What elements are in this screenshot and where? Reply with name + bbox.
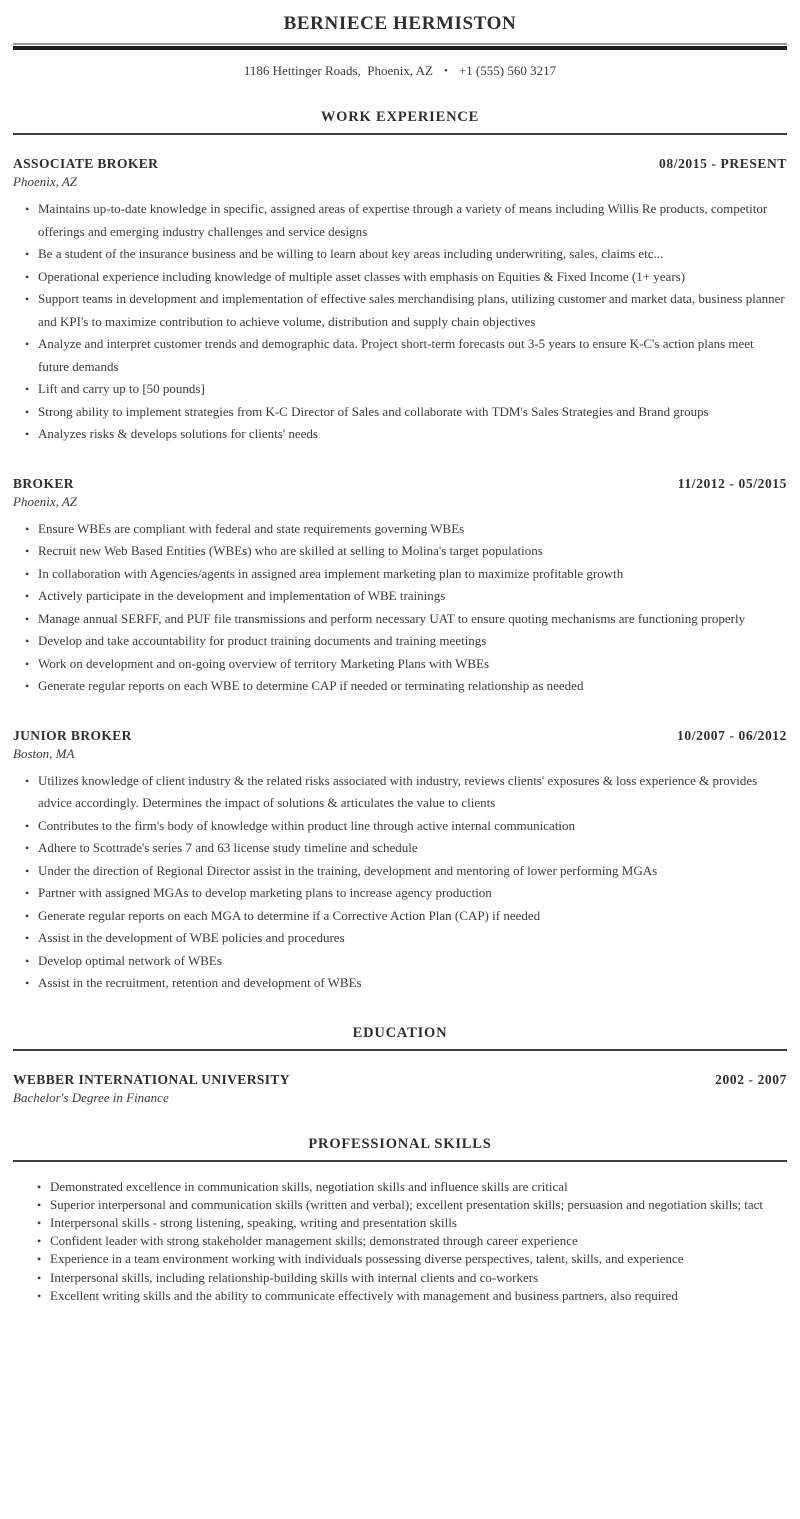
job-dates: 11/2012 - 05/2015	[677, 475, 787, 491]
bullet-item: • Interpersonal skills, including relationship-building skills with internal clients and co-workers	[37, 1269, 787, 1287]
bullet-item: • Under the direction of Regional Director assist in the training, development and mentoring of lower performing MGAs	[25, 860, 787, 883]
bullet-item: • Develop and take accountability for product training documents and training meetings	[25, 630, 787, 653]
bullet-item: • Partner with assigned MGAs to develop marketing plans to increase agency production	[25, 882, 787, 905]
degree-name: Bachelor's Degree in Finance	[13, 1089, 169, 1105]
job-location: Phoenix, AZ	[13, 493, 78, 509]
header-divider	[13, 43, 787, 50]
bullet-item: • Interpersonal skills - strong listening, speaking, writing and presentation skills	[37, 1214, 787, 1232]
bullet-item: • Superior interpersonal and communication skills (written and verbal); excellent presentation skills; persuasion and negotiation skills; tact	[37, 1196, 787, 1214]
bullet-item: • Analyze and interpret customer trends and demographic data. Project short-term forecasts out 3-5 years to ensure K-C's action plans meet future demands	[25, 333, 787, 378]
job-location: Boston, MA	[13, 745, 75, 761]
bullet-item: • Support teams in development and implementation of effective sales merchandising plans, utilizing customer and market data, business planner and KPI's to maximize contribution to achieve volume, distribution and supply chain objectives	[25, 288, 787, 333]
bullet-item: • Lift and carry up to [50 pounds]	[25, 378, 787, 401]
section-work-experience-heading	[13, 109, 787, 135]
bullet-item: • Utilizes knowledge of client industry & the related risks associated with industry, reviews clients' exposures & loss experience & provides advice accordingly. Determines the impact of solutions & articulates the value to clients	[25, 770, 787, 815]
bullet-item: • Assist in the development of WBE policies and procedures	[25, 927, 787, 950]
section-title-professional-skills: PROFESSIONAL SKILLS	[308, 1135, 492, 1152]
bullet-item: • Actively participate in the development and implementation of WBE trainings	[25, 585, 787, 608]
bullet-item: • Develop optimal network of WBEs	[25, 950, 787, 973]
job-title: BROKER	[13, 475, 74, 491]
bullet-item: • Contributes to the firm's body of knowledge within product line through active internal communication	[25, 815, 787, 838]
bullet-item: • Operational experience including knowledge of multiple asset classes with emphasis on Equities & Fixed Income (1+ years)	[25, 266, 787, 289]
school-name: WEBBER INTERNATIONAL UNIVERSITY	[13, 1071, 290, 1087]
bullet-item: • Work on development and on-going overview of territory Marketing Plans with WBEs	[25, 653, 787, 676]
skills-bullet-list	[13, 1178, 787, 1305]
section-title-work-experience: WORK EXPERIENCE	[320, 109, 480, 125]
job-header	[13, 728, 787, 744]
job-bullet-list	[13, 770, 787, 995]
resume-document	[0, 13, 800, 1519]
job-bullet-list	[13, 198, 787, 446]
bullet-item: • Be a student of the insurance business and be willing to learn about key areas including underwriting, sales, claims etc...	[25, 243, 787, 266]
job-entry-associate-broker	[13, 156, 787, 446]
contact-phone: +1 (555) 560 3217	[458, 63, 557, 78]
job-bullet-list	[13, 518, 787, 698]
bullet-item: • Ensure WBEs are compliant with federal and state requirements governing WBEs	[25, 518, 787, 541]
education-dates: 2002 - 2007	[715, 1071, 787, 1087]
contact-address: 1186 Hettinger Roads, Phoenix, AZ	[243, 63, 433, 78]
job-location: Phoenix, AZ	[13, 174, 78, 189]
bullet-item: • Excellent writing skills and the ability to communicate effectively with management and business partners, also required	[37, 1287, 787, 1305]
section-rule	[13, 133, 787, 135]
education-entry	[13, 1072, 787, 1106]
job-entry-broker	[13, 476, 787, 698]
section-skills-heading	[13, 1136, 787, 1162]
bullet-item: • Demonstrated excellence in communication skills, negotiation skills and influence skills are critical	[37, 1178, 787, 1196]
bullet-item: • Generate regular reports on each WBE to determine CAP if needed or terminating relationship as needed	[25, 675, 787, 698]
bullet-item: • In collaboration with Agencies/agents in assigned area implement marketing plan to maximize profitable growth	[25, 563, 787, 586]
bullet-item: • Experience in a team environment working with individuals possessing diverse perspectives, talent, skills, and experience	[37, 1250, 787, 1268]
bullet-item: • Recruit new Web Based Entities (WBEs) who are skilled at selling to Molina's target populations	[25, 540, 787, 563]
section-rule	[13, 1049, 787, 1051]
job-header	[13, 476, 787, 492]
job-title: ASSOCIATE BROKER	[13, 156, 159, 171]
job-dates: 10/2007 - 06/2012	[677, 727, 787, 743]
bullet-item: • Adhere to Scottrade's series 7 and 63 license study timeline and schedule	[25, 837, 787, 860]
bullet-item: • Maintains up-to-date knowledge in specific, assigned areas of expertise through a variety of means including Willis Re products, competitor offerings and emerging industry challenges and service designs	[25, 198, 787, 243]
bullet-item: • Strong ability to implement strategies from K-C Director of Sales and collaborate with TDM's Sales Strategies and Brand groups	[25, 401, 787, 424]
job-header	[13, 156, 787, 172]
bullet-item: • Assist in the recruitment, retention and development of WBEs	[25, 972, 787, 995]
bullet-item: • Analyzes risks & develops solutions for clients' needs	[25, 423, 787, 446]
bullet-item: • Manage annual SERFF, and PUF file transmissions and perform necessary UAT to ensure quoting mechanisms are functioning properly	[25, 608, 787, 631]
person-name: BERNIECE HERMISTON	[283, 13, 517, 34]
section-education-heading	[13, 1025, 787, 1051]
contact-line	[13, 63, 787, 79]
job-dates: 08/2015 - PRESENT	[659, 156, 787, 171]
section-title-education: EDUCATION	[352, 1024, 448, 1041]
job-entry-junior-broker	[13, 728, 787, 995]
bullet-item: • Generate regular reports on each MGA to determine if a Corrective Action Plan (CAP) if needed	[25, 905, 787, 928]
job-title: JUNIOR BROKER	[13, 727, 132, 743]
contact-separator-dot: •	[443, 65, 448, 77]
education-header	[13, 1072, 787, 1088]
section-rule	[13, 1160, 787, 1162]
bullet-item: • Confident leader with strong stakeholder management skills; demonstrated through career experience	[37, 1232, 787, 1250]
